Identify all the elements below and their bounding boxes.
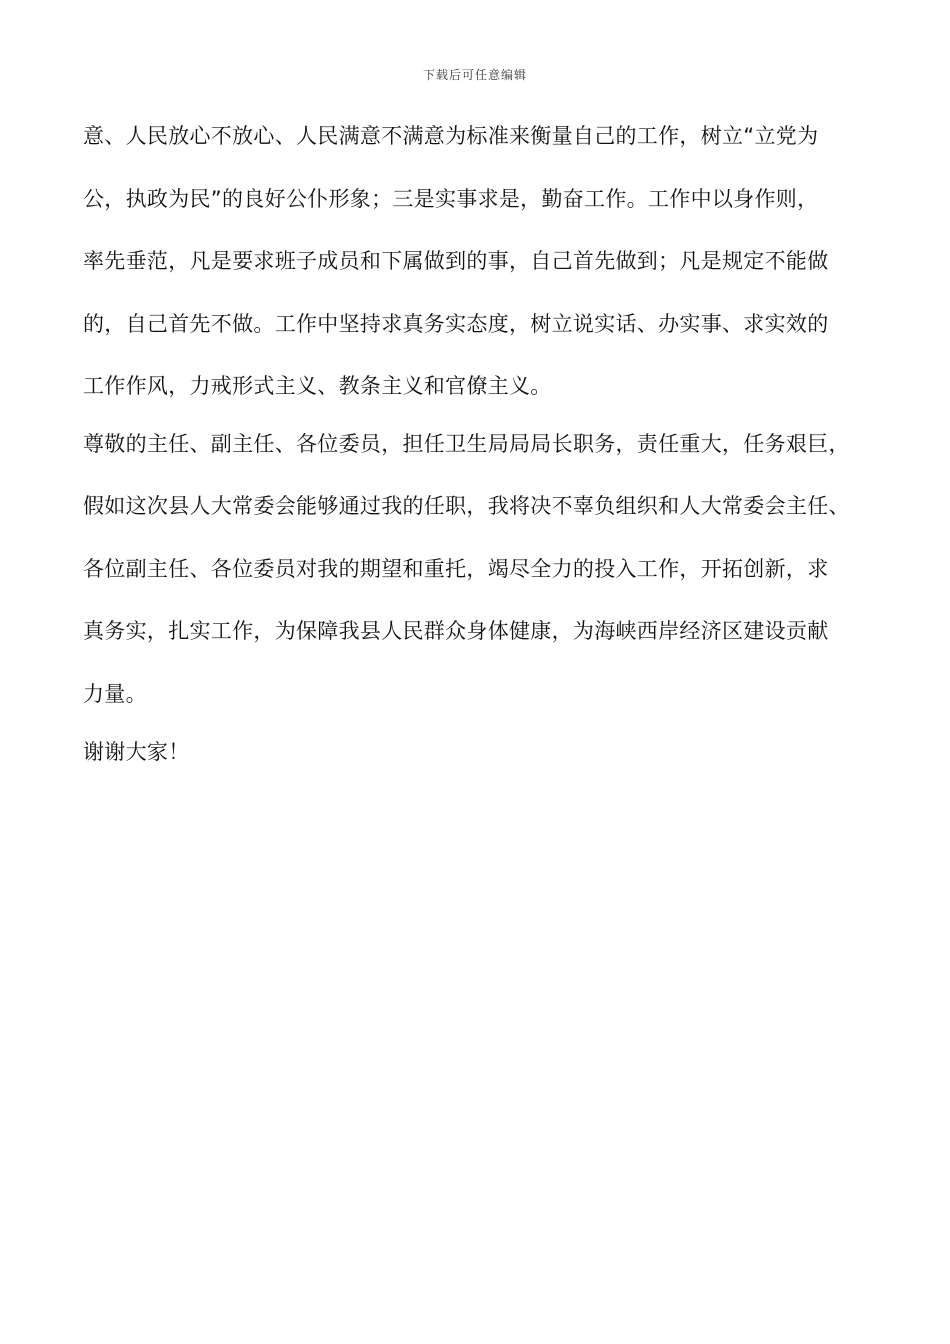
page-header: 下载后可任意编辑 <box>422 68 527 82</box>
text-line: 假如这次县人大常委会能够通过我的任职，我将决不辜负组织和人大常委会主任、 <box>83 494 850 518</box>
text-line: 意、人民放心不放心、人民满意不满意为标准来衡量自己的工作，树立“立党为 <box>83 124 819 148</box>
text-line: 各位副主任、各位委员对我的期望和重托，竭尽全力的投入工作，开拓创新，求 <box>83 557 829 581</box>
text-line: 力量。 <box>83 682 147 706</box>
text-line: 的，自己首先不做。工作中坚持求真务实态度，树立说实话、办实事、求实效的 <box>83 312 829 336</box>
closing-line: 谢谢大家！ <box>83 740 190 764</box>
text-line: 公，执政为民”的良好公仆形象；三是实事求是，勤奋工作。工作中以身作则， <box>83 187 819 211</box>
text-line: 工作作风，力戒形式主义、教条主义和官僚主义。 <box>83 374 552 398</box>
text-line: 尊敬的主任、副主任、各位委员，担任卫生局局局长职务，责任重大，任务艰巨， <box>83 432 850 456</box>
text-line: 率先垂范，凡是要求班子成员和下属做到的事，自己首先做到；凡是规定不能做 <box>83 249 829 273</box>
text-line: 真务实，扎实工作，为保障我县人民群众身体健康，为海峡西岸经济区建设贡献 <box>83 619 829 643</box>
